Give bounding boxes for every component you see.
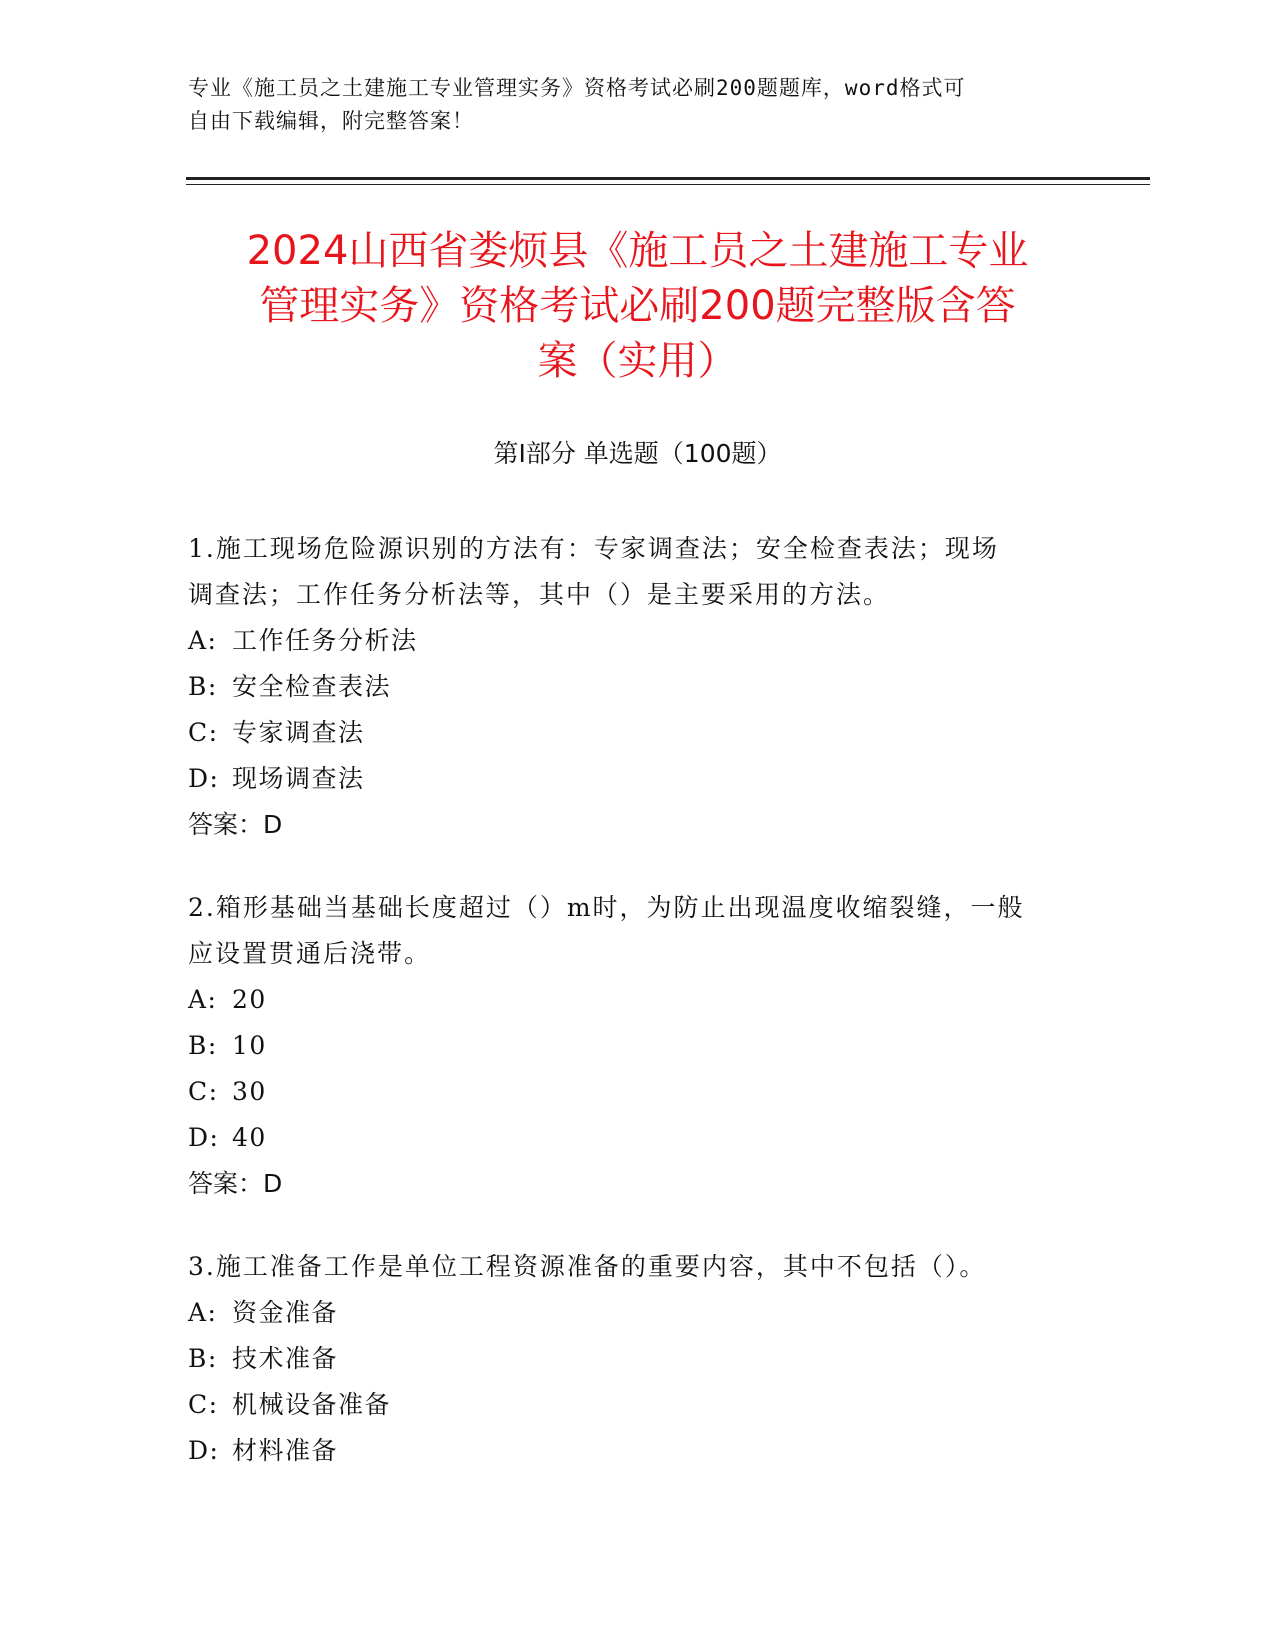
option-key: D: bbox=[188, 1436, 220, 1465]
option-key: B: bbox=[188, 672, 218, 701]
header-rule-thick bbox=[186, 177, 1150, 180]
question-stem-line: 1.施工现场危险源识别的方法有：专家调查法；安全检查表法；现场 bbox=[188, 534, 999, 563]
option-d bbox=[188, 1115, 1088, 1161]
option-a bbox=[188, 618, 1088, 664]
document-title-line-2: 管理实务》资格考试必刷200题完整版含答 bbox=[259, 283, 1016, 329]
option-key: B: bbox=[188, 1031, 218, 1060]
option-text: 技术准备 bbox=[232, 1344, 339, 1373]
question-stem-line: 应设置贯通后浇带。 bbox=[188, 939, 432, 968]
option-text: 40 bbox=[232, 1123, 267, 1152]
header-rule-thin bbox=[186, 184, 1150, 185]
question-stem-line: 3.施工准备工作是单位工程资源准备的重要内容，其中不包括（）。 bbox=[188, 1252, 987, 1281]
answer: 答案：D bbox=[188, 810, 283, 839]
question-stem bbox=[188, 526, 1088, 618]
option-text: 现场调查法 bbox=[232, 764, 365, 793]
document-title-line-1: 2024山西省娄烦县《施工员之土建施工专业 bbox=[246, 228, 1029, 274]
option-text: 安全检查表法 bbox=[232, 672, 392, 701]
option-b bbox=[188, 664, 1088, 710]
option-d bbox=[188, 1428, 1088, 1474]
option-text: 机械设备准备 bbox=[232, 1390, 392, 1419]
question-1 bbox=[188, 526, 1088, 848]
option-key: D: bbox=[188, 1123, 220, 1152]
option-key: A: bbox=[188, 1298, 218, 1327]
question-list bbox=[188, 526, 1088, 1511]
option-c bbox=[188, 710, 1088, 756]
option-key: B: bbox=[188, 1344, 218, 1373]
question-3 bbox=[188, 1244, 1088, 1474]
option-key: A: bbox=[188, 985, 218, 1014]
question-stem bbox=[188, 1244, 1088, 1290]
answer: 答案：D bbox=[188, 1169, 283, 1198]
option-b bbox=[188, 1023, 1088, 1069]
option-text: 资金准备 bbox=[232, 1298, 339, 1327]
option-a bbox=[188, 1290, 1088, 1336]
option-a bbox=[188, 977, 1088, 1023]
document-title-line-3: 案（实用） bbox=[537, 338, 738, 384]
question-stem bbox=[188, 885, 1088, 977]
document-title bbox=[170, 224, 1105, 389]
option-text: 10 bbox=[232, 1031, 267, 1060]
header-note-line-2: 自由下载编辑，附完整答案！ bbox=[188, 109, 474, 133]
option-key: D: bbox=[188, 764, 220, 793]
question-stem-line: 2.箱形基础当基础长度超过（）m时，为防止出现温度收缩裂缝，一般 bbox=[188, 893, 1025, 922]
option-key: A: bbox=[188, 626, 218, 655]
option-b bbox=[188, 1336, 1088, 1382]
header-note bbox=[188, 72, 1088, 138]
option-text: 20 bbox=[232, 985, 267, 1014]
option-d bbox=[188, 756, 1088, 802]
option-key: C: bbox=[188, 718, 219, 747]
option-c bbox=[188, 1069, 1088, 1115]
option-text: 工作任务分析法 bbox=[232, 626, 418, 655]
option-key: C: bbox=[188, 1390, 219, 1419]
option-key: C: bbox=[188, 1077, 219, 1106]
option-text: 专家调查法 bbox=[232, 718, 365, 747]
option-c bbox=[188, 1382, 1088, 1428]
question-2 bbox=[188, 885, 1088, 1207]
option-text: 材料准备 bbox=[232, 1436, 339, 1465]
option-text: 30 bbox=[232, 1077, 267, 1106]
question-stem-line: 调查法；工作任务分析法等，其中（）是主要采用的方法。 bbox=[188, 580, 891, 609]
header-note-line-1: 专业《施工员之土建施工专业管理实务》资格考试必刷200题题库，word格式可 bbox=[188, 76, 966, 100]
section-heading: 第Ⅰ部分 单选题（100题） bbox=[493, 439, 782, 468]
